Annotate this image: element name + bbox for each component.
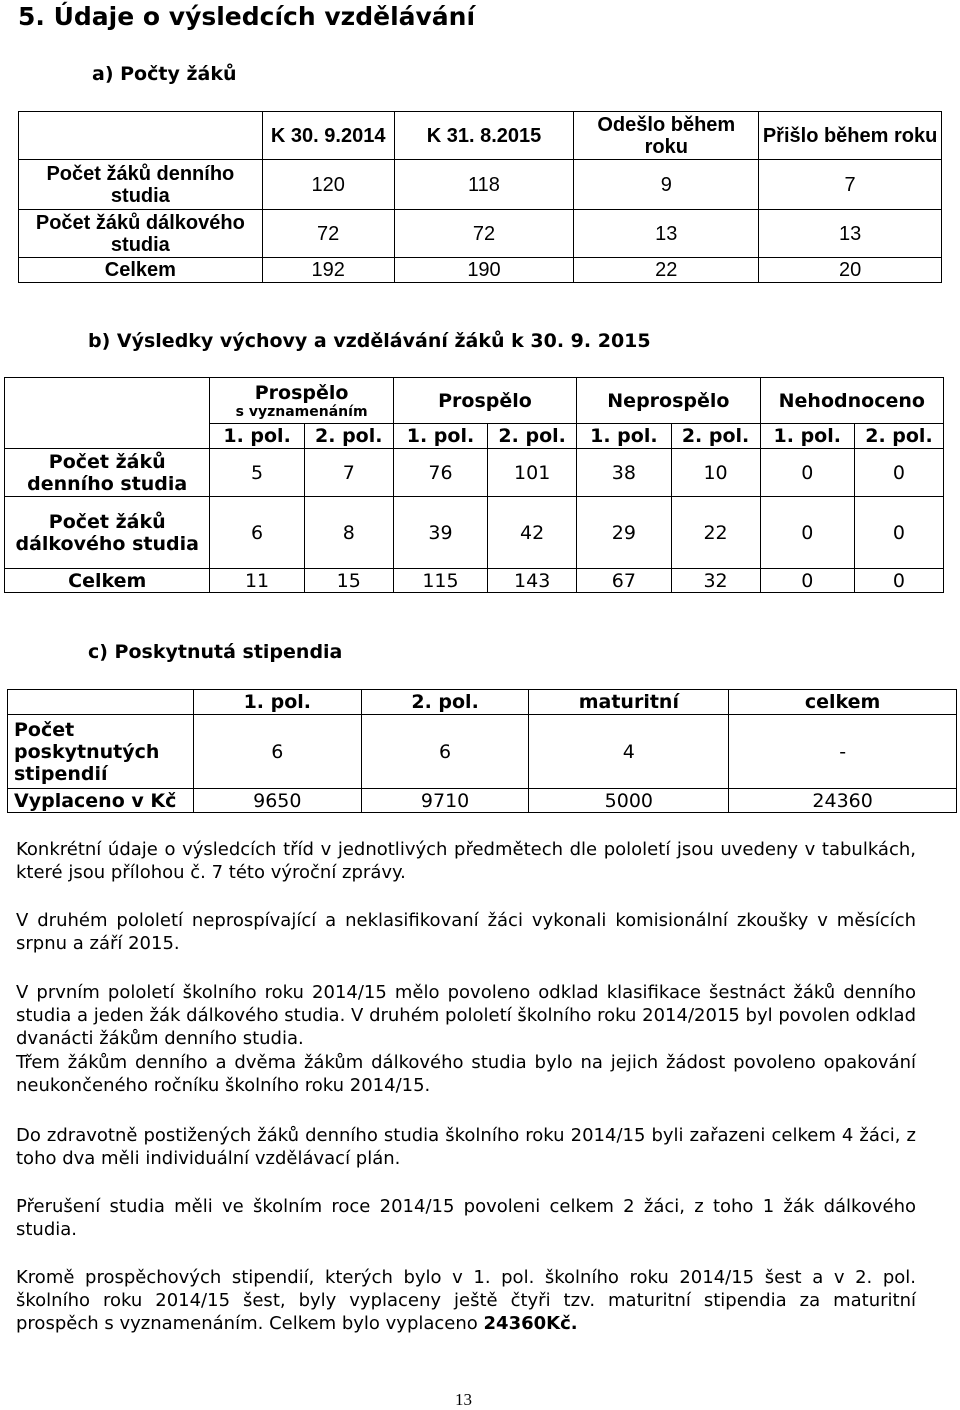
- table-cell: 10: [671, 449, 760, 497]
- row-label: Počet žáků dálkového studia: [5, 497, 210, 569]
- row-label: Počet žáků denního studia: [19, 160, 263, 210]
- group-header-main: Prospělo: [254, 381, 349, 404]
- group-header-prospelo: Prospělo: [393, 378, 576, 424]
- table-cell: 6: [193, 715, 361, 789]
- table-cell: 0: [760, 449, 854, 497]
- group-header-neprospelo: Neprospělo: [577, 378, 760, 424]
- table-cell: 6: [210, 497, 304, 569]
- table-cell: 11: [210, 569, 304, 593]
- table-cell: 5: [210, 449, 304, 497]
- col-header: celkem: [729, 690, 957, 715]
- table-cell: 0: [854, 569, 943, 593]
- table-cell: 39: [393, 497, 487, 569]
- table-row: [19, 210, 942, 258]
- table-cell: 22: [671, 497, 760, 569]
- col-header: Odešlo během roku: [574, 112, 759, 160]
- paragraph-repetition: Třem žákům denního a dvěma žákům dálkového studia bylo na jejich žádost povoleno opakování neukončeného ročníku školního roku 2014/15.: [16, 1052, 916, 1096]
- col-header: maturitní: [529, 690, 729, 715]
- table-cell: 190: [394, 258, 574, 283]
- table-cell: 0: [854, 449, 943, 497]
- table-cell: 192: [262, 258, 394, 283]
- table-row: [5, 497, 944, 569]
- section-a-title: a) Počty žáků: [92, 63, 237, 85]
- table-cell: 5000: [529, 789, 729, 813]
- table-cell: 13: [574, 210, 759, 258]
- section-c-title: c) Poskytnutá stipendia: [88, 641, 343, 663]
- paragraph-commission-exams: V druhém pololetí neprospívající a neklasifikovaní žáci vykonali komisionální zkoušky v měsících srpnu a září 2015.: [16, 910, 916, 954]
- group-header-row: [5, 378, 944, 424]
- students-count-table: [18, 111, 942, 283]
- scholarships-table: [7, 689, 957, 813]
- col-header: K 30. 9.2014: [262, 112, 394, 160]
- semester-header: 2. pol.: [488, 424, 577, 449]
- table-row-total: [5, 569, 944, 593]
- section-b-title: b) Výsledky výchovy a vzdělávání žáků k 30. 9. 2015: [88, 330, 651, 352]
- page-number: 13: [455, 1390, 472, 1409]
- table-row: [19, 160, 942, 210]
- table-row-total: [19, 258, 942, 283]
- table-cell: 4: [529, 715, 729, 789]
- group-header-sub: s vyznamenáním: [235, 403, 368, 420]
- col-header: 2. pol.: [361, 690, 529, 715]
- table-cell: 42: [488, 497, 577, 569]
- table-cell: 6: [361, 715, 529, 789]
- table-cell: 13: [759, 210, 942, 258]
- table-cell: 0: [760, 497, 854, 569]
- table-cell: 9710: [361, 789, 529, 813]
- table-corner: [5, 378, 210, 449]
- row-label: Celkem: [5, 569, 210, 593]
- paragraph-disabled-students: Do zdravotně postižených žáků denního studia školního roku 2014/15 byli zařazeni celkem 4 žáci, z toho dva měli individuální vzdělávací plán.: [16, 1125, 916, 1169]
- table-row: [5, 449, 944, 497]
- table-cell: 0: [854, 497, 943, 569]
- paragraph-classification-deferral: V prvním pololetí školního roku 2014/15 mělo povoleno odklad klasifikace šestnáct žáků denního studia a jeden žák dálkového studia. V druhém pololetí školního roku 2014/2015 byl povolen odklad dvanácti žákům denního studia.: [16, 982, 916, 1049]
- semester-header: 1. pol.: [393, 424, 487, 449]
- semester-header: 2. pol.: [671, 424, 760, 449]
- table-cell: 32: [671, 569, 760, 593]
- row-label: Počet žáků denního studia: [5, 449, 210, 497]
- page-heading: 5. Údaje o výsledcích vzdělávání: [18, 2, 476, 31]
- table-cell: 72: [394, 210, 574, 258]
- table-cell: 76: [393, 449, 487, 497]
- table-header-row: [19, 112, 942, 160]
- table-cell: 118: [394, 160, 574, 210]
- semester-header: 1. pol.: [210, 424, 304, 449]
- table-cell: 143: [488, 569, 577, 593]
- table-cell: 0: [760, 569, 854, 593]
- table-corner: [19, 112, 263, 160]
- table-cell: 38: [577, 449, 671, 497]
- scholarships-total: 24360Kč.: [483, 1313, 578, 1334]
- group-header-prospelo-vyznamenani: [210, 378, 393, 424]
- table-row: [8, 789, 957, 813]
- table-row: [8, 715, 957, 789]
- paragraph-scholarships-text: Kromě prospěchových stipendií, kterých bylo v 1. pol. školního roku 2014/15 šest a v 2. pol. školního roku 2014/15 šest, byly vyplaceny ještě čtyři tzv. maturitní stipendia za maturitní prospěch s vyznamenáním. Celkem bylo vyplaceno: [16, 1267, 916, 1334]
- row-label: Počet žáků dálkového studia: [19, 210, 263, 258]
- table-cell: 20: [759, 258, 942, 283]
- table-cell: 120: [262, 160, 394, 210]
- col-header: 1. pol.: [193, 690, 361, 715]
- table-corner: [8, 690, 194, 715]
- semester-header: 2. pol.: [854, 424, 943, 449]
- table-cell: 15: [304, 569, 393, 593]
- table-cell: 67: [577, 569, 671, 593]
- table-cell: 101: [488, 449, 577, 497]
- paragraph-scholarships: [16, 1266, 916, 1335]
- table-cell: 29: [577, 497, 671, 569]
- col-header: K 31. 8.2015: [394, 112, 574, 160]
- row-label: Vyplaceno v Kč: [8, 789, 194, 813]
- table-cell: 7: [759, 160, 942, 210]
- table-cell: 22: [574, 258, 759, 283]
- table-cell: 24360: [729, 789, 957, 813]
- education-results-table: [4, 377, 944, 593]
- table-cell: 115: [393, 569, 487, 593]
- col-header: Přišlo během roku: [759, 112, 942, 160]
- semester-header: 2. pol.: [304, 424, 393, 449]
- row-label: Počet poskytnutých stipendií: [8, 715, 194, 789]
- table-cell: 8: [304, 497, 393, 569]
- table-cell: 72: [262, 210, 394, 258]
- group-header-nehodnoceno: Nehodnoceno: [760, 378, 943, 424]
- table-cell: 7: [304, 449, 393, 497]
- table-cell: -: [729, 715, 957, 789]
- table-cell: 9: [574, 160, 759, 210]
- semester-header: 1. pol.: [760, 424, 854, 449]
- table-header-row: [8, 690, 957, 715]
- table-cell: 9650: [193, 789, 361, 813]
- paragraph-study-interruption: Přerušení studia měli ve školním roce 2014/15 povoleni celkem 2 žáci, z toho 1 žák dálkového studia.: [16, 1196, 916, 1240]
- semester-header: 1. pol.: [577, 424, 671, 449]
- paragraph-appendix-note: Konkrétní údaje o výsledcích tříd v jednotlivých předmětech dle pololetí jsou uvedeny v tabulkách, které jsou přílohou č. 7 této výroční zprávy.: [16, 839, 916, 883]
- row-label: Celkem: [19, 258, 263, 283]
